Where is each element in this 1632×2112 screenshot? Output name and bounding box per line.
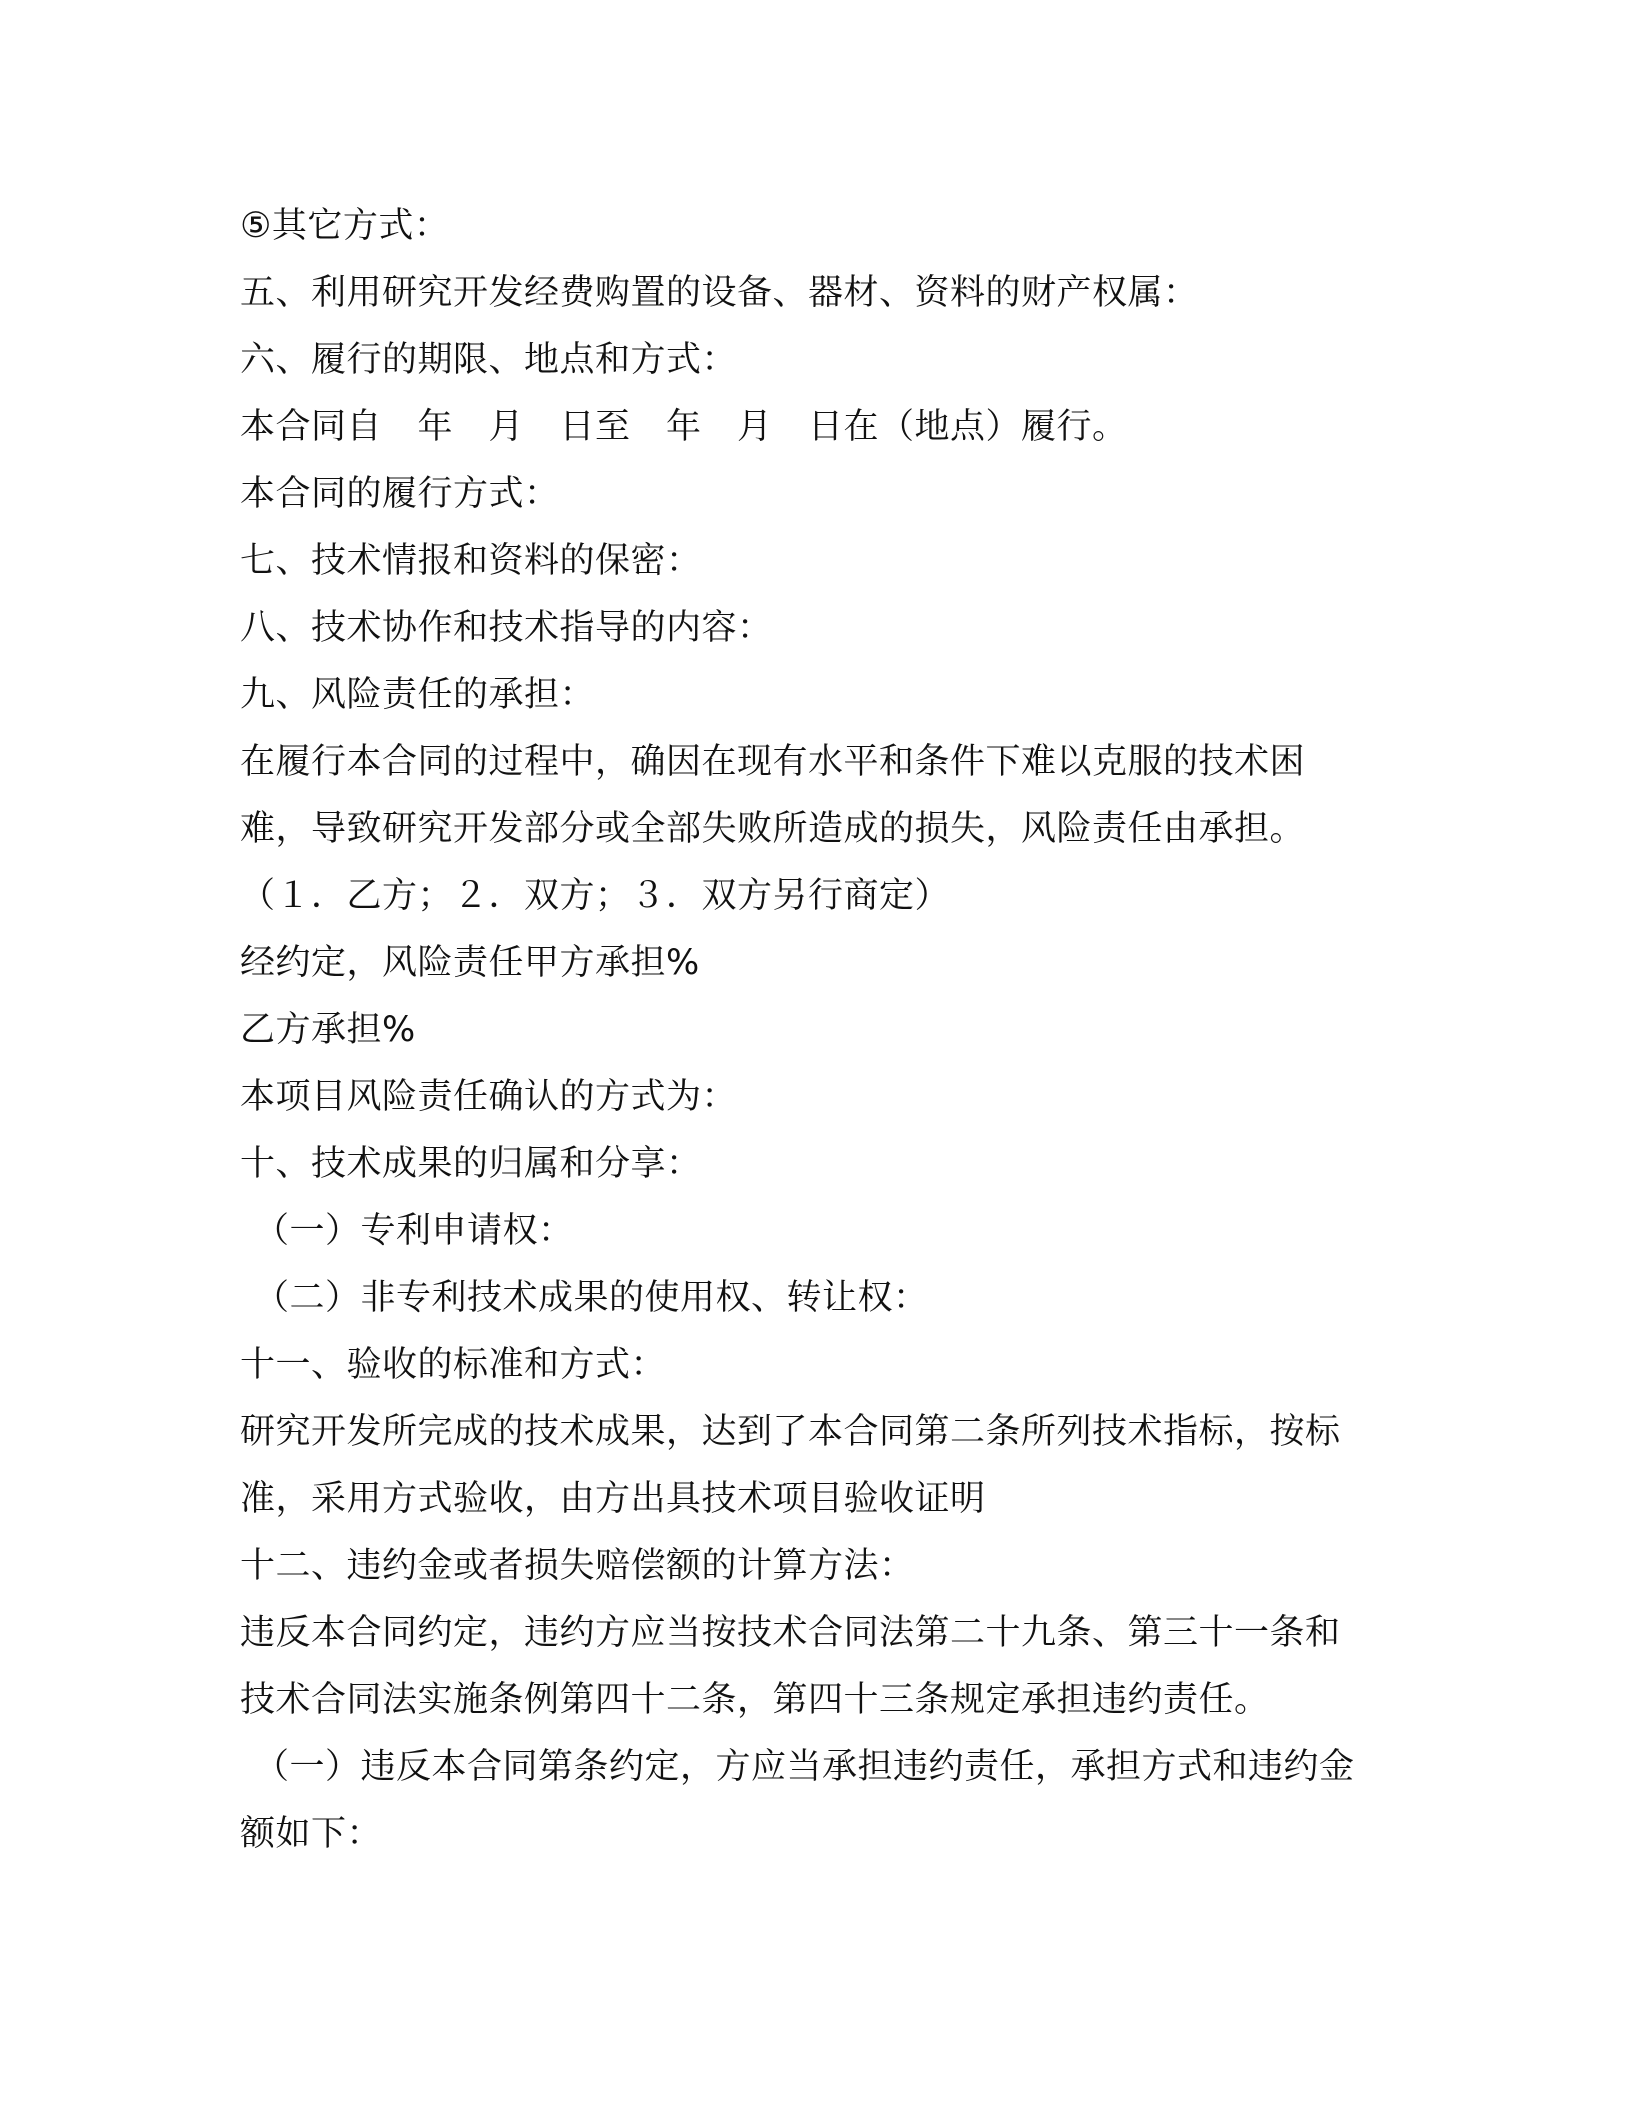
clause-line-risk-confirmation: 本项目风险责任确认的方式为：: [240, 1077, 738, 1117]
clause-line-risk-options: （１．乙方；２．双方；３．双方另行商定）: [240, 876, 951, 916]
clause-subitem-breach-line-1: （一）违反本合同第条约定，方应当承担违约责任，承担方式和违约金: [254, 1747, 1355, 1787]
clause-heading-9-risk: 九、风险责任的承担：: [240, 675, 596, 715]
clause-subitem-non-patent-rights: （二）非专利技术成果的使用权、转让权：: [254, 1278, 929, 1318]
clause-heading-11-acceptance: 十一、验收的标准和方式：: [240, 1345, 667, 1385]
clause-subitem-breach-line-2: 额如下：: [240, 1814, 383, 1854]
clause-line-performance-period: 本合同自 年 月 日至 年 月 日在（地点）履行。: [240, 407, 1128, 447]
clause-heading-12-penalty: 十二、违约金或者损失赔偿额的计算方法：: [240, 1546, 915, 1586]
clause-paragraph-penalty-line-1: 违反本合同约定，违约方应当按技术合同法第二十九条、第三十一条和: [240, 1613, 1341, 1653]
clause-paragraph-acceptance-line-2: 准，采用方式验收，由方出具技术项目验收证明: [240, 1479, 986, 1519]
clause-paragraph-risk-line-2: 难，导致研究开发部分或全部失败所造成的损失，风险责任由承担。: [240, 809, 1306, 849]
clause-heading-5-property-rights: 五、利用研究开发经费购置的设备、器材、资料的财产权属：: [240, 273, 1199, 313]
clause-paragraph-penalty-line-2: 技术合同法实施条例第四十二条，第四十三条规定承担违约责任。: [240, 1680, 1270, 1720]
clause-heading-10-results: 十、技术成果的归属和分享：: [240, 1144, 702, 1184]
clause-subitem-patent-right: （一）专利申请权：: [254, 1211, 574, 1251]
clause-paragraph-acceptance-line-1: 研究开发所完成的技术成果，达到了本合同第二条所列技术指标，按标: [240, 1412, 1341, 1452]
clause-line-risk-party-a: 经约定，风险责任甲方承担%: [240, 943, 700, 983]
clause-line-performance-method: 本合同的履行方式：: [240, 474, 560, 514]
clause-paragraph-risk-line-1: 在履行本合同的过程中，确因在现有水平和条件下难以克服的技术困: [240, 742, 1306, 782]
clause-heading-8-technical-cooperation: 八、技术协作和技术指导的内容：: [240, 608, 773, 648]
clause-heading-6-performance: 六、履行的期限、地点和方式：: [240, 340, 738, 380]
contract-text-body: [240, 193, 1400, 1868]
clause-line-other-method: ⑤其它方式：: [240, 206, 450, 246]
clause-heading-7-confidentiality: 七、技术情报和资料的保密：: [240, 541, 702, 581]
clause-line-risk-party-b: 乙方承担%: [240, 1010, 416, 1050]
